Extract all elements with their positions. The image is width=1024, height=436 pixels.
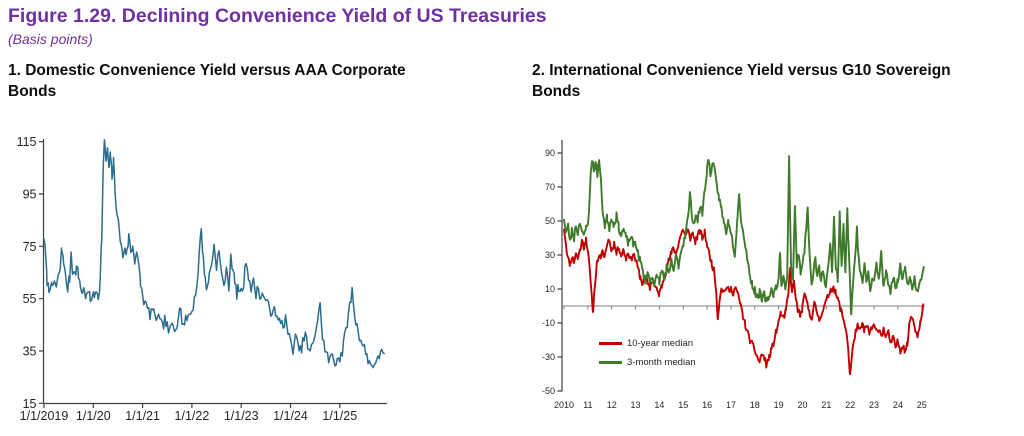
legend-item-10-year-median [599,334,696,353]
svg-text:1/1/2019: 1/1/2019 [19,409,69,423]
svg-text:-30: -30 [541,352,555,363]
svg-text:115: 115 [16,135,37,150]
svg-text:1/1/25: 1/1/25 [322,409,358,423]
svg-text:50: 50 [544,216,555,227]
svg-text:1/1/20: 1/1/20 [75,409,111,423]
svg-text:24: 24 [892,400,903,410]
panel1-heading: 1. Domestic Convenience Yield versus AAA Corporate Bonds [8,62,406,100]
svg-text:30: 30 [544,250,555,261]
svg-text:1/1/23: 1/1/23 [223,409,259,423]
svg-text:15: 15 [22,396,37,411]
chart-legend [599,334,696,372]
10-year-median-line-swatch [599,342,622,345]
svg-text:12: 12 [606,400,617,410]
svg-text:20: 20 [797,400,808,410]
svg-text:19: 19 [773,400,784,410]
svg-text:15: 15 [678,400,689,410]
svg-text:13: 13 [630,400,641,410]
svg-text:18: 18 [749,400,760,410]
svg-text:1/1/21: 1/1/21 [125,409,160,423]
figure-subtitle: (Basis points) [8,31,93,47]
svg-text:90: 90 [544,148,555,159]
svg-text:70: 70 [544,182,555,193]
svg-text:95: 95 [22,187,37,202]
svg-text:14: 14 [654,400,665,410]
svg-text:10: 10 [544,284,555,295]
svg-text:11: 11 [583,400,593,410]
3-month-median-line-swatch [599,361,622,364]
svg-text:22: 22 [845,400,856,410]
legend-item-3-month-median [599,353,696,372]
panel2-heading: 2. International Convenience Yield versus G10 Sovereign Bonds [532,62,951,100]
svg-text:1/1/22: 1/1/22 [174,409,210,423]
svg-text:-50: -50 [541,386,555,397]
svg-text:25: 25 [916,400,927,410]
svg-text:55: 55 [22,292,37,307]
svg-text:17: 17 [725,400,737,410]
svg-text:35: 35 [22,344,37,359]
svg-text:21: 21 [821,400,832,410]
svg-text:1/1/24: 1/1/24 [273,409,308,423]
svg-text:16: 16 [702,400,713,410]
svg-text:75: 75 [22,239,37,254]
legend-label: 10-year median [627,338,694,349]
svg-text:23: 23 [868,400,880,410]
svg-text:-10: -10 [541,318,555,329]
legend-label: 3-month median [627,357,696,368]
figure-title: Figure 1.29. Declining Convenience Yield of US Treasuries [8,5,547,27]
svg-text:2010: 2010 [553,400,575,410]
